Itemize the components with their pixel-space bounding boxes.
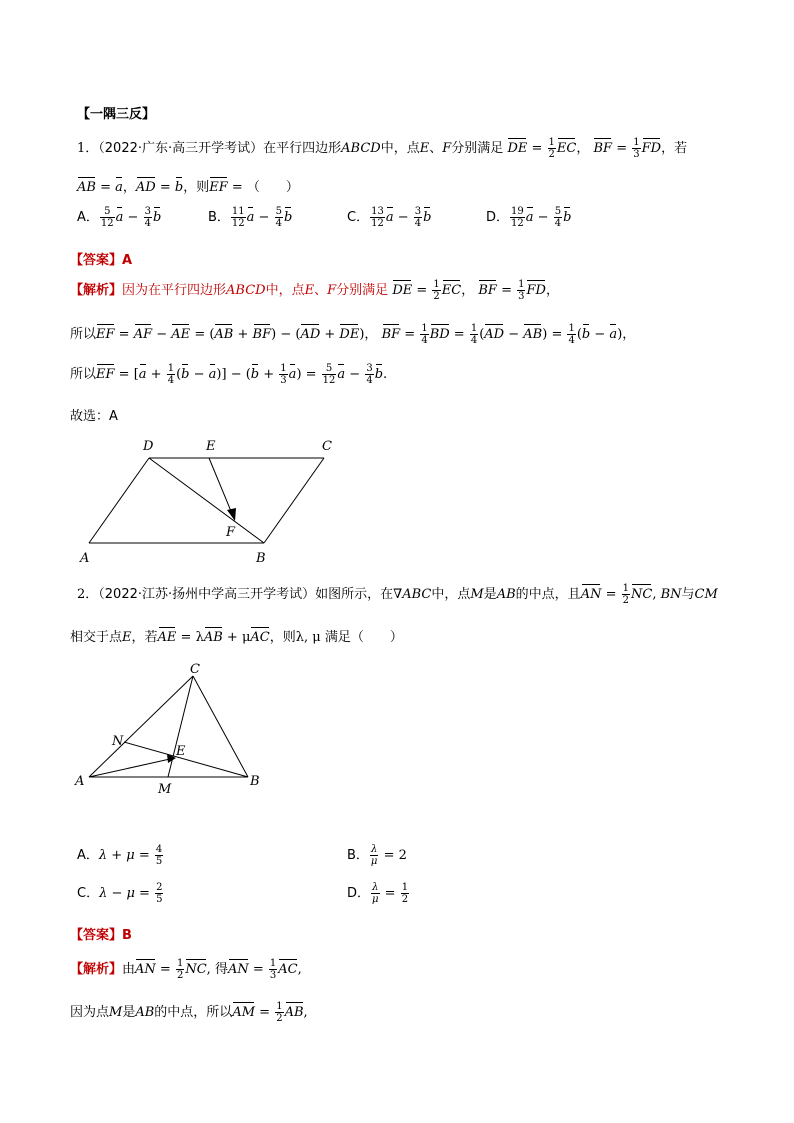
q1-answer: 【答案】A — [70, 253, 133, 268]
q2-answer: 【答案】B — [70, 928, 132, 943]
q1-option-d: D． $\frac{19}{12}$ a − $\frac{5}{4}$ b — [486, 206, 572, 229]
q1-stem-line2: AB = a，AD = b，则EF = （ ） — [77, 180, 299, 195]
q1-analysis-line3: 所以EF = [a + $\frac{1}{4}$ (b − a)] − (b + $\frac{1}{3}$ a) = $\frac{5}{12}$ a − $\frac{3}{4}$ b. — [70, 363, 388, 386]
label-e: E — [206, 439, 216, 454]
label-a: A — [75, 774, 85, 789]
label-c: C — [322, 439, 332, 454]
label-d: D — [143, 439, 154, 454]
q2-option-c: C．λ − μ = $\frac{2}{5}$ — [77, 882, 163, 905]
label-c: C — [190, 662, 200, 677]
q2-analysis-line1: 【解析】由AN = $\frac{1}{2}$ NC, 得AN = $\frac{1}{3}$ AC, — [70, 958, 302, 981]
label-n: N — [112, 734, 124, 749]
vector-ef — [209, 458, 233, 516]
q2-stem-line1: 2．（2022·江苏·扬州中学高三开学考试）如图所示，在∇ABC中，点M是AB的中点，且AN = $\frac{1}{2}$ NC, BN与CM — [77, 583, 718, 606]
segment-nb — [124, 742, 248, 777]
label-m: M — [158, 782, 172, 797]
q2-analysis-line2: 因为点M是AB的中点，所以AM = $\frac{1}{2}$ AB, — [70, 1001, 308, 1024]
label-b: B — [250, 774, 260, 789]
q1-option-b: B． $\frac{11}{12}$ a − $\frac{5}{4}$ b — [208, 206, 293, 229]
edge-cb — [193, 676, 248, 777]
label-a: A — [80, 551, 90, 566]
diagonal-db — [149, 458, 264, 543]
label-b: B — [256, 551, 266, 566]
edge-bc — [264, 458, 324, 543]
q1-option-a: A． $\frac{5}{12}$ a − $\frac{3}{4}$ b — [77, 206, 162, 229]
figure-triangle — [70, 658, 270, 798]
section-title: 【一隅三反】 — [77, 107, 156, 122]
q2-stem-line2: 相交于点E，若AE = λAB + μAC，则λ, μ 满足（ ） — [70, 630, 403, 645]
edge-ac — [89, 676, 193, 777]
q1-choose: 故选：A — [70, 409, 118, 424]
figure-parallelogram — [70, 432, 350, 567]
q1-analysis-line1: 【解析】因为在平行四边形ABCD中，点E、F分别满足 DE = $\frac{1}{2}$ EC， BF = $\frac{1}{3}$ FD， — [70, 279, 559, 302]
label-f: F — [226, 525, 236, 540]
q1-option-c: C． $\frac{13}{12}$ a − $\frac{3}{4}$ b — [347, 206, 432, 229]
q2-option-a: A．λ + μ = $\frac{4}{5}$ — [77, 844, 163, 867]
edge-ad — [89, 458, 149, 543]
segment-cm — [168, 676, 193, 777]
q1-stem-line1: 1．（2022·广东·高三开学考试）在平行四边形ABCD中，点E、F分别满足 DE = $\frac{1}{2}$ EC， BF = $\frac{1}{3}$ FD，若 — [77, 137, 688, 160]
q2-option-d: D． $\frac{\lambda}{\mu}$ = $\frac{1}{2}$ — [347, 882, 409, 905]
vector-ae — [89, 759, 170, 777]
label-e: E — [176, 744, 186, 759]
q2-option-b: B． $\frac{\lambda}{\mu}$ = 2 — [347, 844, 407, 867]
q1-analysis-line2: 所以EF = AF − AE = (AB + BF) − (AD + DE)， BF = $\frac{1}{4}$ BD = $\frac{1}{4}$ (AD − AB) = $\frac{1}{4}$ (b − a)， — [70, 323, 636, 346]
